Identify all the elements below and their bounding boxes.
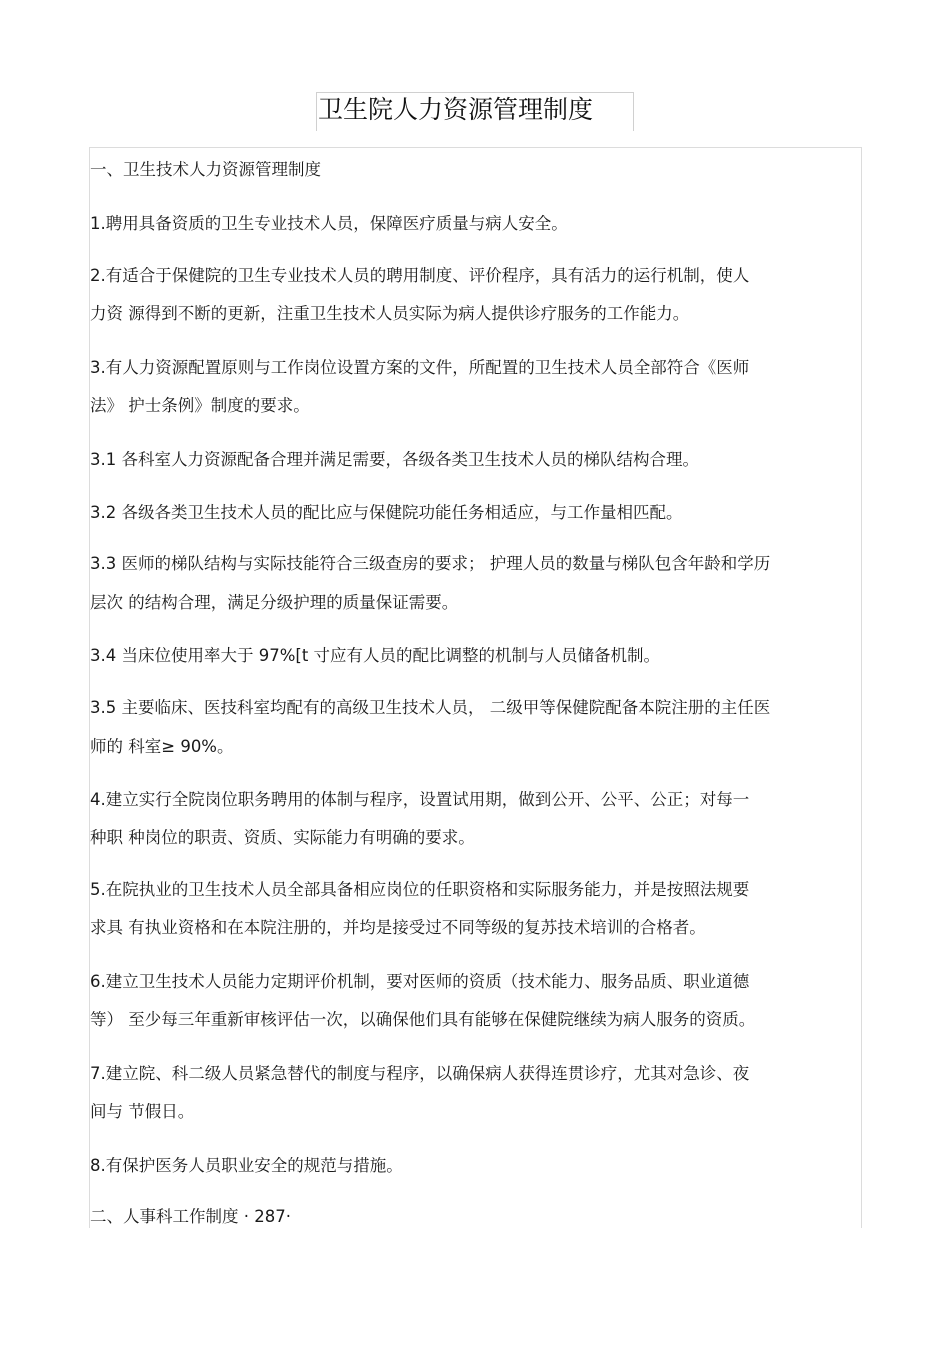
paragraph-line: 2.有适合于保健院的卫生专业技术人员的聘用制度、评价程序，具有活力的运行机制，使人: [90, 266, 750, 285]
paragraph-line: 4.建立实行全院岗位职务聘用的体制与程序，设置试用期，做到公开、公平、公正；对每一: [90, 790, 750, 809]
paragraph-line: 1.聘用具备资质的卫生专业技术人员，保障医疗质量与病人安全。: [90, 214, 568, 233]
paragraph-line: 3.4 当床位使用率大于 97%[t 寸应有人员的配比调整的机制与人员储备机制。: [90, 646, 661, 665]
paragraph-line: 种职 种岗位的职责、资质、实际能力有明确的要求。: [90, 828, 475, 847]
paragraph-line: 3.1 各科室人力资源配备合理并满足需要，各级各类卫生技术人员的梯队结构合理。: [90, 450, 699, 469]
paragraph-line: 5.在院执业的卫生技术人员全部具备相应岗位的任职资格和实际服务能力，并是按照法规要: [90, 880, 750, 899]
paragraph-line: 层次 的结构合理，满足分级护理的质量保证需要。: [90, 593, 459, 612]
paragraph-line: 3.有人力资源配置原则与工作岗位设置方案的文件，所配置的卫生技术人员全部符合《医师: [90, 358, 750, 377]
paragraph-line: 法》 护士条例》制度的要求。: [90, 396, 310, 415]
paragraph-line: 3.2 各级各类卫生技术人员的配比应与保健院功能任务相适应，与工作量相匹配。: [90, 503, 683, 522]
paragraph-line: 求具 有执业资格和在本院注册的，并均是接受过不同等级的复苏技术培训的合格者。: [90, 918, 706, 937]
paragraph-line: 间与 节假日。: [90, 1102, 195, 1121]
section-heading: 一、卫生技术人力资源管理制度: [90, 160, 321, 179]
paragraph-line: 师的 科室≥ 90%。: [90, 737, 234, 756]
document-title: 卫生院人力资源管理制度: [318, 95, 594, 124]
paragraph-line: 力资 源得到不断的更新，注重卫生技术人员实际为病人提供诊疗服务的工作能力。: [90, 304, 690, 323]
section-heading: 二、人事科工作制度 · 287·: [90, 1207, 291, 1226]
paragraph-line: 6.建立卫生技术人员能力定期评价机制，要对医师的资质（技术能力、服务品质、职业道德: [90, 972, 750, 991]
paragraph-line: 7.建立院、科二级人员紧急替代的制度与程序，以确保病人获得连贯诊疗，尤其对急诊、夜: [90, 1064, 750, 1083]
paragraph-line: 3.3 医师的梯队结构与实际技能符合三级查房的要求； 护理人员的数量与梯队包含年龄和学历: [90, 554, 771, 573]
paragraph-line: 8.有保护医务人员职业安全的规范与措施。: [90, 1156, 403, 1175]
paragraph-line: 3.5 主要临床、医技科室均配有的高级卫生技术人员， 二级甲等保健院配备本院注册的主任医: [90, 698, 771, 717]
paragraph-line: 等） 至少每三年重新审核评估一次，以确保他们具有能够在保健院继续为病人服务的资质。: [90, 1010, 756, 1029]
